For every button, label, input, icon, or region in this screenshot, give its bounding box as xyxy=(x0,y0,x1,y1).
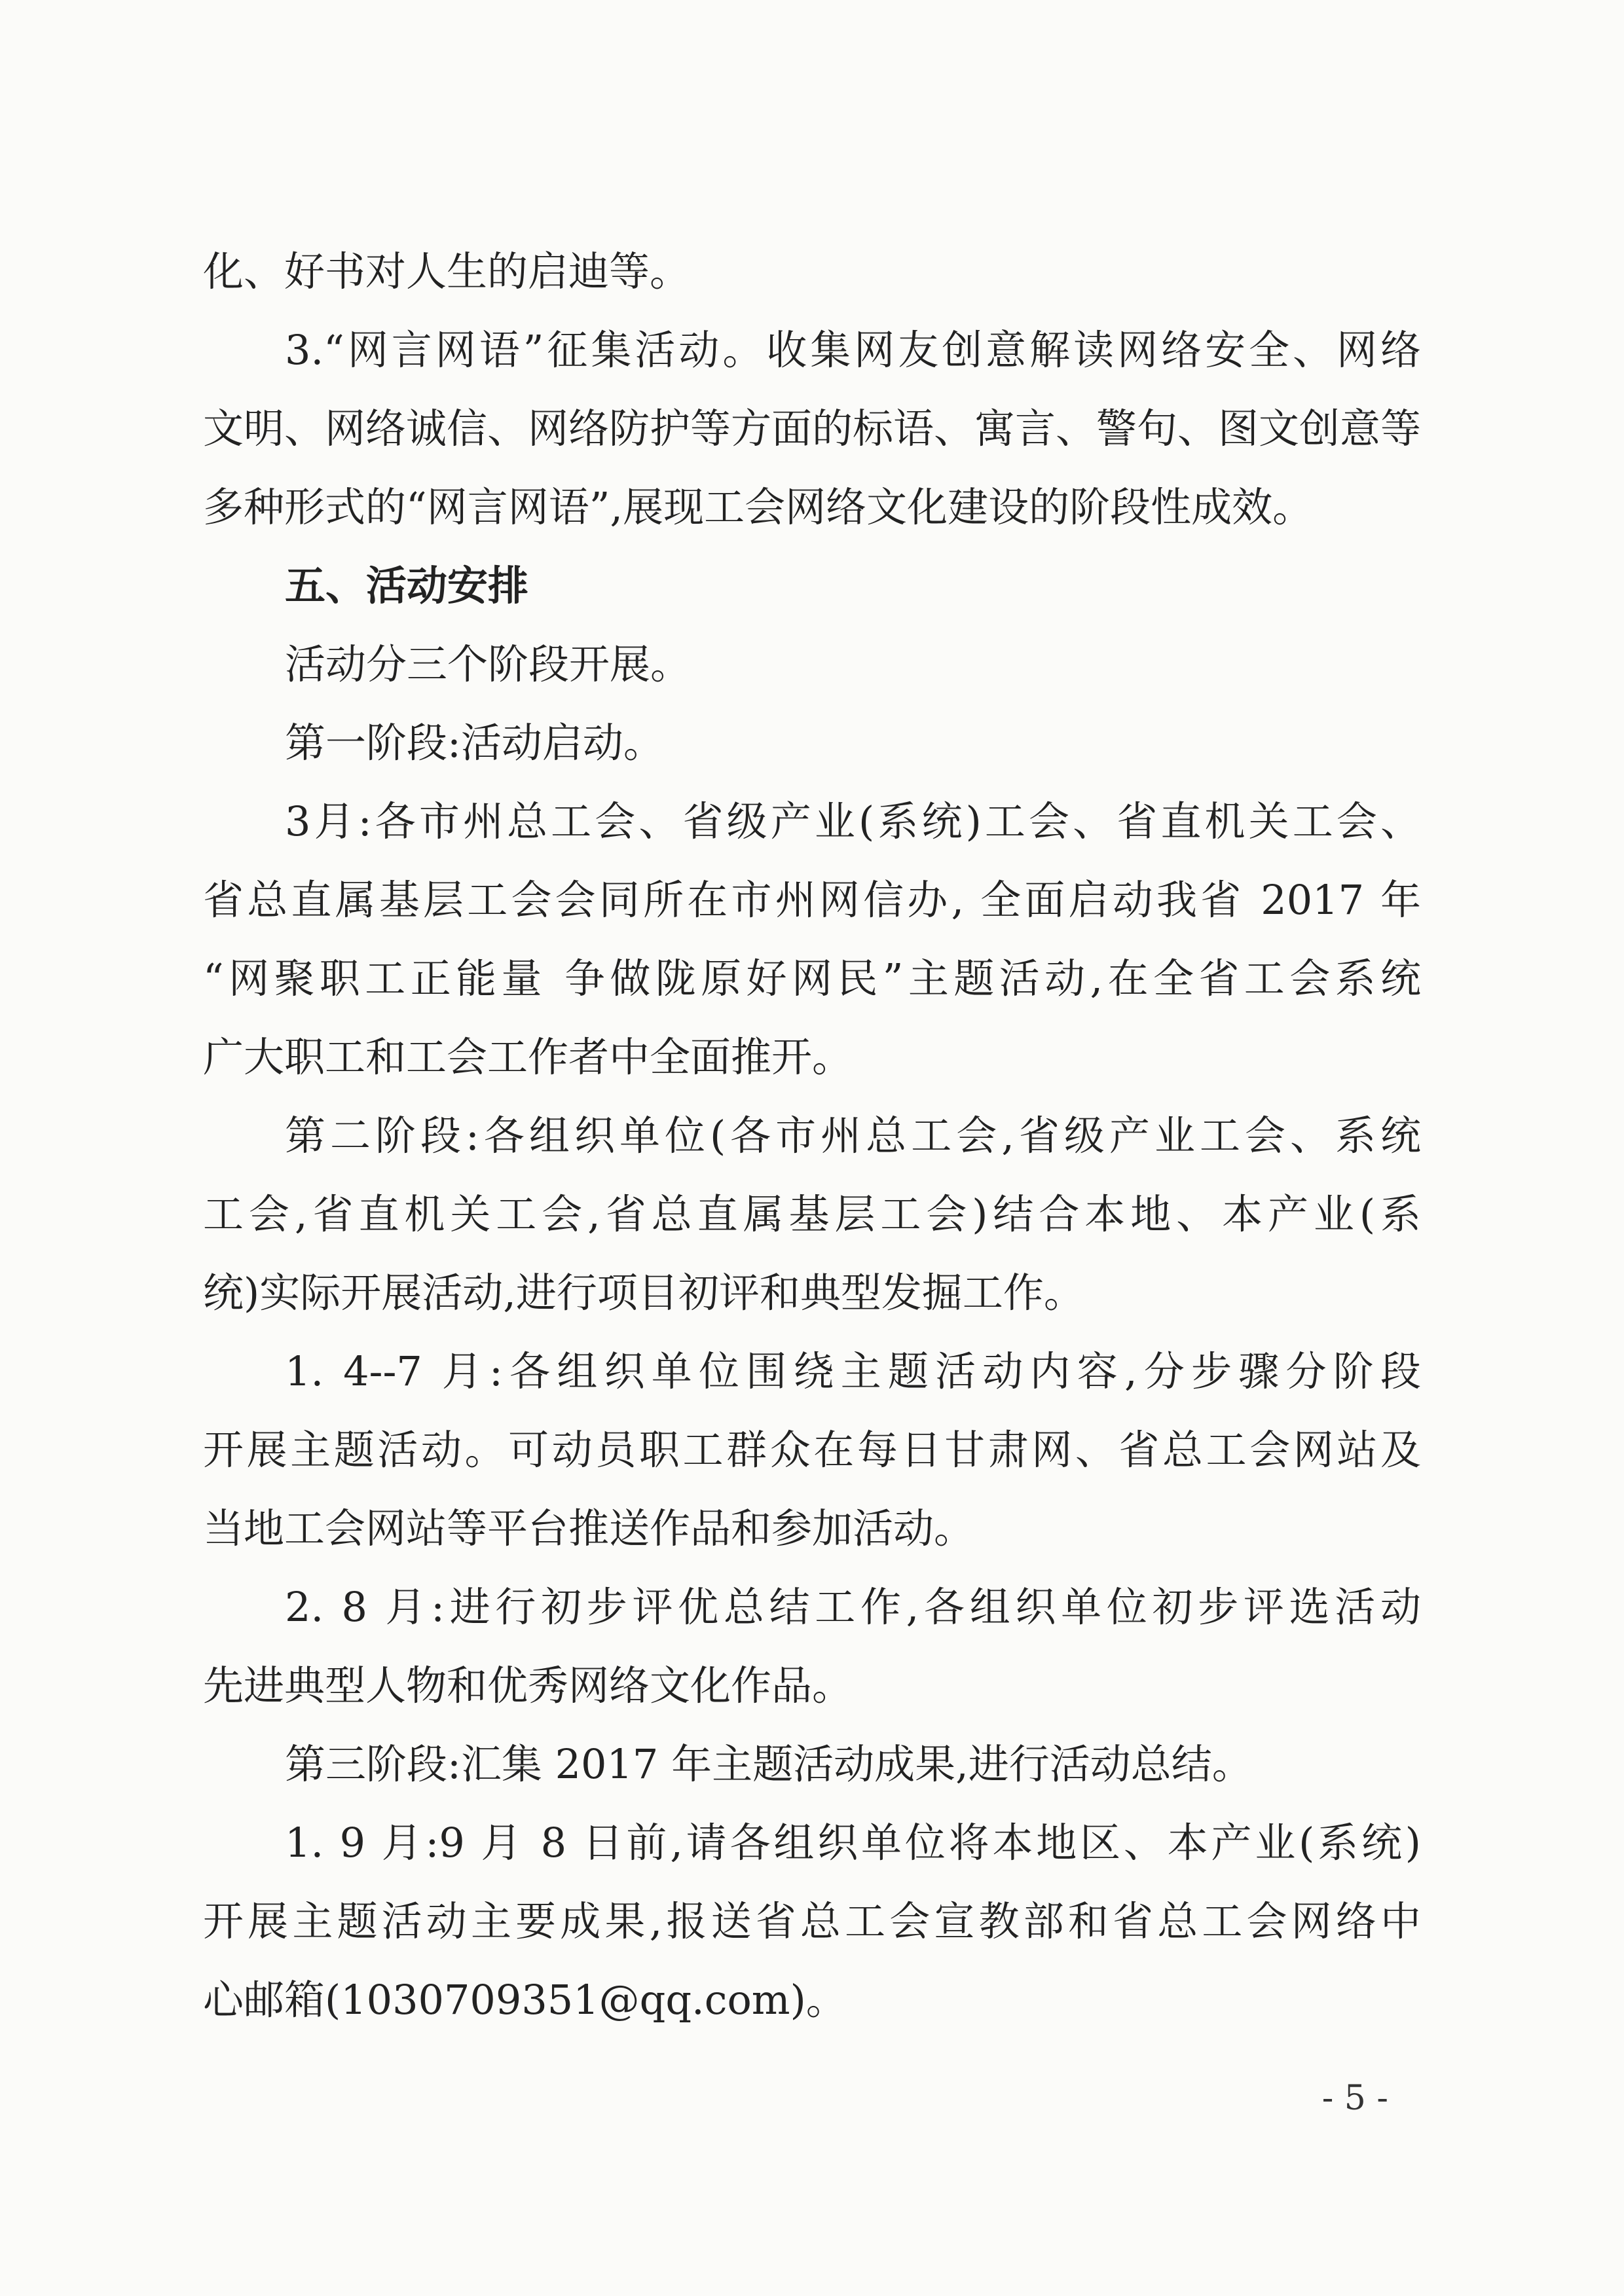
text-line: 1. 9 月:9 月 8 日前,请各组织单位将本地区、本产业(系统) xyxy=(285,1819,1421,1867)
text-line: 广大职工和工会工作者中全面推开。 xyxy=(203,1033,853,1081)
text-line: 开展主题活动。可动员职工群众在每日甘肃网、省总工会网站及 xyxy=(203,1426,1421,1474)
text-line: 多种形式的“网言网语”,展现工会网络文化建设的阶段性成效。 xyxy=(203,483,1314,531)
text-line: 先进典型人物和优秀网络文化作品。 xyxy=(203,1662,853,1709)
page-number: - 5 - xyxy=(1321,2079,1388,2118)
text-line: 第三阶段:汇集 2017 年主题活动成果,进行活动总结。 xyxy=(285,1740,1253,1788)
text-line: 1. 4--7 月:各组织单位围绕主题活动内容,分步骤分阶段 xyxy=(285,1347,1421,1395)
section-heading: 五、活动安排 xyxy=(285,562,529,610)
text-line: 2. 8 月:进行初步评优总结工作,各组织单位初步评选活动 xyxy=(285,1583,1421,1631)
text-line: “网聚职工正能量 争做陇原好网民”主题活动,在全省工会系统 xyxy=(203,955,1421,1002)
text-line: 文明、网络诚信、网络防护等方面的标语、寓言、警句、图文创意等 xyxy=(203,405,1422,452)
text-line: 开展主题活动主要成果,报送省总工会宣教部和省总工会网络中 xyxy=(203,1897,1421,1945)
text-line: 当地工会网站等平台推送作品和参加活动。 xyxy=(203,1504,975,1552)
text-line: 化、好书对人生的启迪等。 xyxy=(203,247,691,295)
text-line: 统)实际开展活动,进行项目初评和典型发掘工作。 xyxy=(203,1269,1084,1317)
text-line: 心邮箱(1030709351@qq.com)。 xyxy=(203,1976,847,2024)
text-line: 第二阶段:各组织单位(各市州总工会,省级产业工会、系统 xyxy=(285,1112,1421,1159)
text-line: 省总直属基层工会会同所在市州网信办, 全面启动我省 2017 年 xyxy=(203,876,1421,924)
text-line: 第一阶段:活动启动。 xyxy=(285,719,664,767)
text-line: 3.“网言网语”征集活动。收集网友创意解读网络安全、网络 xyxy=(285,326,1421,374)
text-line: 3月:各市州总工会、省级产业(系统)工会、省直机关工会、 xyxy=(285,797,1421,845)
text-line: 活动分三个阶段开展。 xyxy=(285,640,692,688)
text-line: 工会,省直机关工会,省总直属基层工会)结合本地、本产业(系 xyxy=(203,1190,1421,1238)
